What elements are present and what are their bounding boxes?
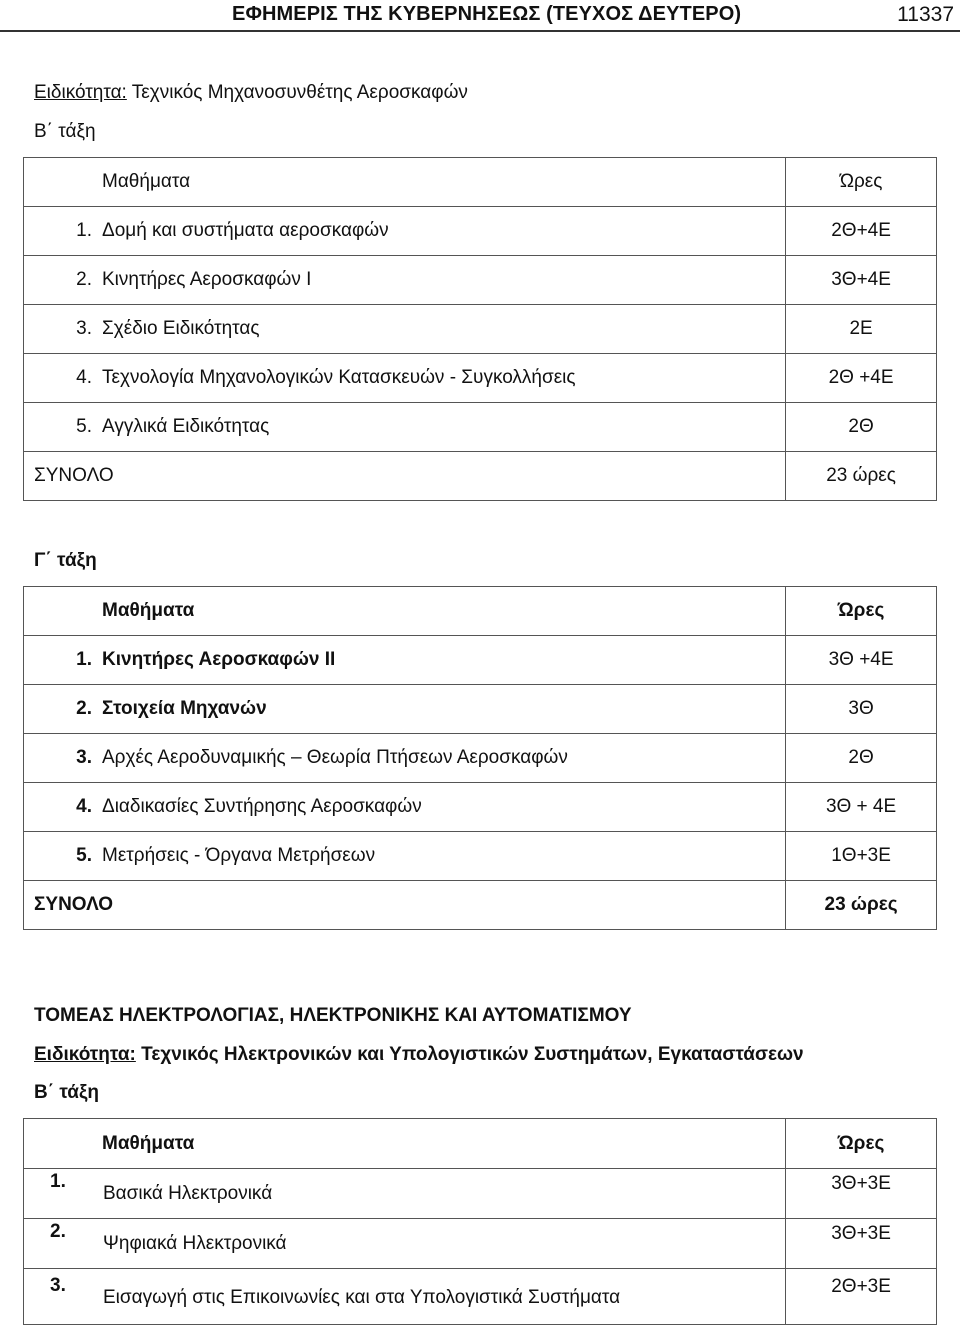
sector-title: ΤΟΜΕΑΣ ΗΛΕΚΤΡΟΛΟΓΙΑΣ, ΗΛΕΚΤΡΟΝΙΚΗΣ ΚΑΙ ΑΥΤΟΜΑΤΙΣΜΟΥ <box>34 1005 632 1026</box>
table-row: 4. Τεχνολογία Μηχανολογικών Κατασκευών - Συγκολλήσεις 2Θ +4Ε <box>24 354 937 403</box>
table-row: 3. Εισαγωγή στις Επικοινωνίες και στα Υπολογιστικά Συστήματα 2Θ+3Ε <box>24 1269 937 1325</box>
class-b-title-2: Β΄ τάξη <box>34 1082 100 1103</box>
total-row: ΣΥΝΟΛΟ 23 ώρες <box>24 881 937 930</box>
table-row: 2. Κινητήρες Αεροσκαφών Ι 3Θ+4Ε <box>24 256 937 305</box>
table-row: 5. Αγγλικά Ειδικότητας 2Θ <box>24 403 937 452</box>
table-row: 5. Μετρήσεις - Όργανα Μετρήσεων 1Θ+3Ε <box>24 832 937 881</box>
specialty-name: Τεχνικός Μηχανοσυνθέτης Αεροσκαφών <box>126 82 468 103</box>
specialty-label: Ειδικότητα: <box>34 1044 136 1065</box>
class-b-table-2 <box>23 1118 937 1325</box>
table-row: 3. Αρχές Αεροδυναμικής – Θεωρία Πτήσεων Αεροσκαφών 2Θ <box>24 734 937 783</box>
header-hours: Ώρες <box>786 587 937 636</box>
table-row: 1. Βασικά Ηλεκτρονικά 3Θ+3Ε <box>24 1169 937 1219</box>
page-header <box>0 0 960 32</box>
table-row: 4. Διαδικασίες Συντήρησης Αεροσκαφών 3Θ + 4Ε <box>24 783 937 832</box>
page-number: 11337 <box>897 3 954 26</box>
header-hours: Ώρες <box>786 158 937 207</box>
class-b-title-1: Β΄ τάξη <box>34 121 96 142</box>
table-row: 1. Κινητήρες Αεροσκαφών ΙΙ 3Θ +4Ε <box>24 636 937 685</box>
specialty-label: Ειδικότητα: <box>34 82 127 103</box>
specialty-line-2 <box>34 1044 804 1066</box>
specialty-line-1 <box>34 82 468 104</box>
header-hours: Ώρες <box>786 1119 937 1169</box>
table-row: 1. Δομή και συστήματα αεροσκαφών 2Θ+4Ε <box>24 207 937 256</box>
header-subjects: Μαθήματα <box>102 171 191 192</box>
specialty-name: Τεχνικός Ηλεκτρονικών και Υπολογιστικών Συστημάτων, Εγκαταστάσεων <box>135 1044 804 1065</box>
total-row: ΣΥΝΟΛΟ 23 ώρες <box>24 452 937 501</box>
gazette-title: ΕΦΗΜΕΡΙΣ ΤΗΣ ΚΥΒΕΡΝΗΣΕΩΣ (ΤΕΥΧΟΣ ΔΕΥΤΕΡΟ) <box>232 3 742 25</box>
class-b-table-1 <box>23 157 937 501</box>
table-row: 2. Ψηφιακά Ηλεκτρονικά 3Θ+3Ε <box>24 1219 937 1269</box>
header-subjects: Μαθήματα <box>102 600 195 621</box>
header-subjects: Μαθήματα <box>102 1132 195 1154</box>
table-row: 3. Σχέδιο Ειδικότητας 2Ε <box>24 305 937 354</box>
table-row: 2. Στοιχεία Μηχανών 3Θ <box>24 685 937 734</box>
class-c-title: Γ΄ τάξη <box>34 550 97 571</box>
class-c-table <box>23 586 937 930</box>
